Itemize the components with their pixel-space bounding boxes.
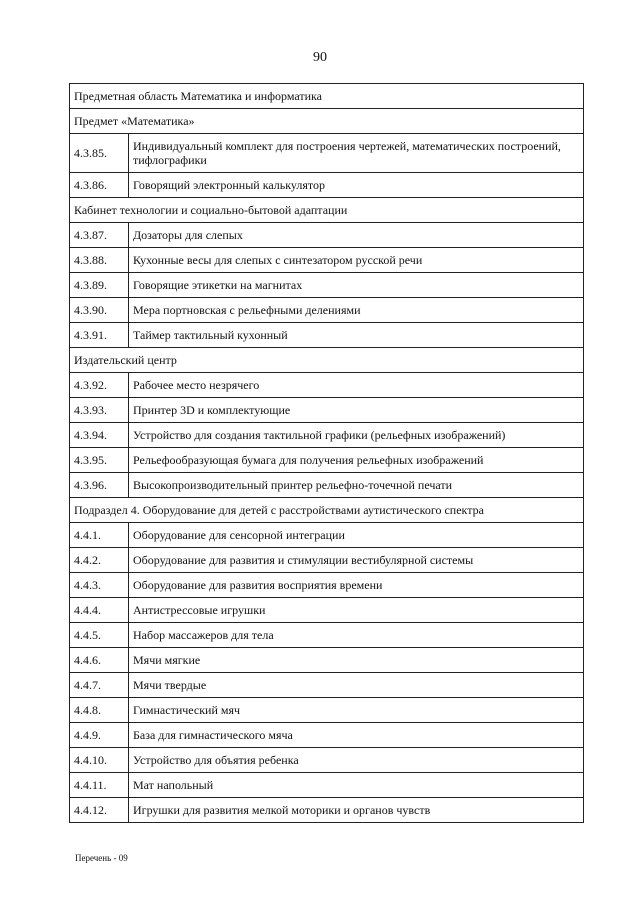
item-number: 4.4.3. — [70, 573, 129, 598]
item-number: 4.4.12. — [70, 798, 129, 823]
table-row — [70, 773, 584, 798]
item-name: Таймер тактильный кухонный — [129, 323, 584, 348]
footer-label: Перечень - 09 — [75, 853, 128, 863]
item-name: Игрушки для развития мелкой моторики и органов чувств — [129, 798, 584, 823]
section-row — [70, 498, 584, 523]
table-row — [70, 623, 584, 648]
item-name: Дозаторы для слепых — [129, 223, 584, 248]
item-name: Антистрессовые игрушки — [129, 598, 584, 623]
item-name: Рельефообразующая бумага для получения рельефных изображений — [129, 448, 584, 473]
section-title: Предмет «Математика» — [70, 109, 584, 134]
item-number: 4.4.2. — [70, 548, 129, 573]
table-row — [70, 448, 584, 473]
item-name: Гимнастический мяч — [129, 698, 584, 723]
item-number: 4.3.89. — [70, 273, 129, 298]
item-name: Мат напольный — [129, 773, 584, 798]
item-number: 4.4.6. — [70, 648, 129, 673]
table-row — [70, 273, 584, 298]
item-name: Мера портновская с рельефными делениями — [129, 298, 584, 323]
item-name: Мячи твердые — [129, 673, 584, 698]
item-number: 4.3.95. — [70, 448, 129, 473]
table-row — [70, 298, 584, 323]
item-number: 4.3.91. — [70, 323, 129, 348]
table-row — [70, 548, 584, 573]
item-name: База для гимнастического мяча — [129, 723, 584, 748]
item-number: 4.3.94. — [70, 423, 129, 448]
item-name: Оборудование для развития и стимуляции вестибулярной системы — [129, 548, 584, 573]
table-row — [70, 698, 584, 723]
item-number: 4.4.4. — [70, 598, 129, 623]
table-row — [70, 248, 584, 273]
item-number: 4.4.8. — [70, 698, 129, 723]
item-number: 4.3.96. — [70, 473, 129, 498]
table-row — [70, 373, 584, 398]
item-number: 4.4.11. — [70, 773, 129, 798]
item-name: Говорящий электронный калькулятор — [129, 173, 584, 198]
item-number: 4.4.10. — [70, 748, 129, 773]
section-row — [70, 198, 584, 223]
item-number: 4.3.88. — [70, 248, 129, 273]
section-row — [70, 109, 584, 134]
table-row — [70, 423, 584, 448]
item-name: Рабочее место незрячего — [129, 373, 584, 398]
item-name: Индивидуальный комплект для построения чертежей, математических построений, тифлографики — [129, 134, 584, 173]
equipment-table — [69, 83, 584, 823]
table-row — [70, 323, 584, 348]
item-name: Оборудование для развития восприятия времени — [129, 573, 584, 598]
item-name: Мячи мягкие — [129, 648, 584, 673]
section-title: Подраздел 4. Оборудование для детей с расстройствами аутистического спектра — [70, 498, 584, 523]
table-row — [70, 398, 584, 423]
item-name: Говорящие этикетки на магнитах — [129, 273, 584, 298]
table-row — [70, 673, 584, 698]
table-row — [70, 748, 584, 773]
item-number: 4.4.7. — [70, 673, 129, 698]
item-number: 4.3.85. — [70, 134, 129, 173]
item-number: 4.3.90. — [70, 298, 129, 323]
item-number: 4.4.9. — [70, 723, 129, 748]
item-number: 4.4.1. — [70, 523, 129, 548]
section-row — [70, 84, 584, 109]
item-name: Устройство для объятия ребенка — [129, 748, 584, 773]
item-name: Набор массажеров для тела — [129, 623, 584, 648]
table-row — [70, 223, 584, 248]
table-row — [70, 173, 584, 198]
section-title: Кабинет технологии и социально-бытовой адаптации — [70, 198, 584, 223]
section-title: Издательский центр — [70, 348, 584, 373]
table-row — [70, 134, 584, 173]
table-row — [70, 523, 584, 548]
item-name: Устройство для создания тактильной графики (рельефных изображений) — [129, 423, 584, 448]
table-row — [70, 598, 584, 623]
table-row — [70, 573, 584, 598]
table-row — [70, 473, 584, 498]
page-number: 90 — [313, 50, 327, 65]
table-row — [70, 723, 584, 748]
section-row — [70, 348, 584, 373]
table-row — [70, 798, 584, 823]
item-name: Высокопроизводительный принтер рельефно-точечной печати — [129, 473, 584, 498]
item-number: 4.4.5. — [70, 623, 129, 648]
section-title: Предметная область Математика и информатика — [70, 84, 584, 109]
table-row — [70, 648, 584, 673]
item-number: 4.3.92. — [70, 373, 129, 398]
item-name: Принтер 3D и комплектующие — [129, 398, 584, 423]
item-name: Оборудование для сенсорной интеграции — [129, 523, 584, 548]
item-number: 4.3.86. — [70, 173, 129, 198]
item-number: 4.3.93. — [70, 398, 129, 423]
item-name: Кухонные весы для слепых с синтезатором русской речи — [129, 248, 584, 273]
item-number: 4.3.87. — [70, 223, 129, 248]
